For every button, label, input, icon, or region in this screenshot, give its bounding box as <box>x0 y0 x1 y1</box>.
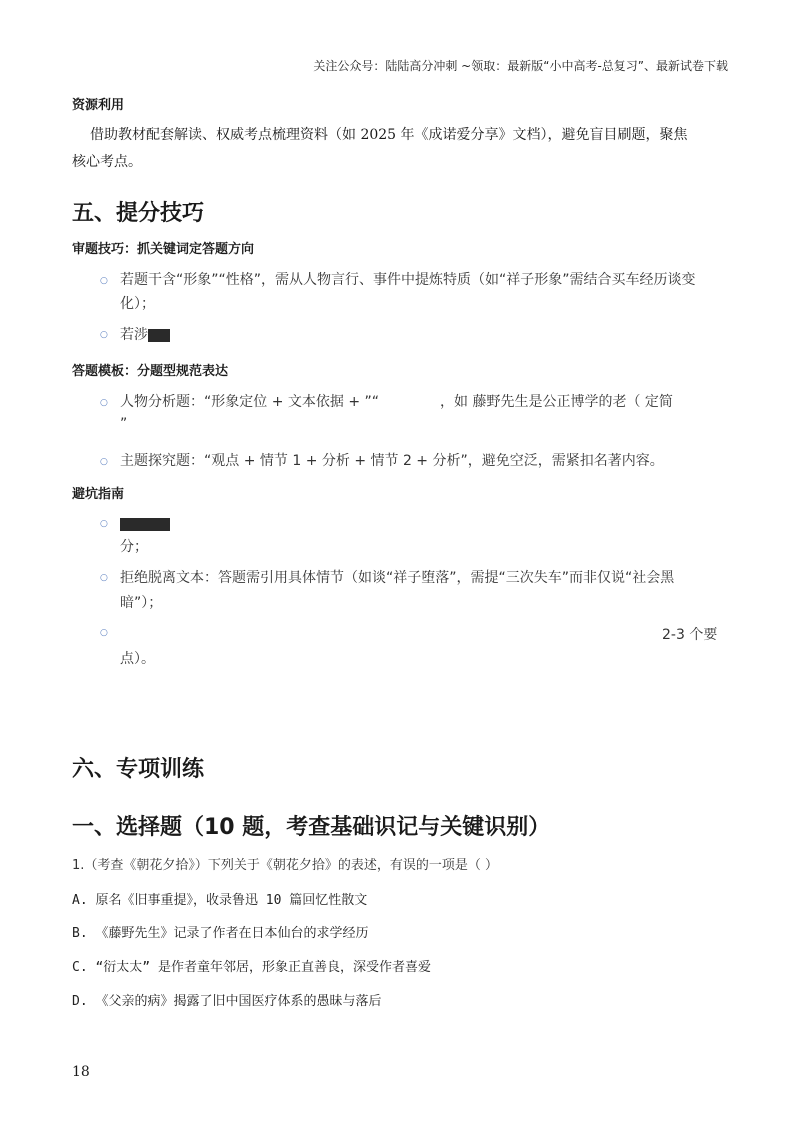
section5-title: 五、提分技巧 <box>72 201 205 226</box>
resource-title: 资源利用 <box>72 98 125 113</box>
sub3-item1-line1 <box>120 512 170 537</box>
sub2-item1-line1a: 人物分析题：“形象定位 + 文本依据 + ”“ <box>120 394 380 410</box>
question-1: 1.（考查《朝花夕拾》）下列关于《朝花夕拾》的表述，有误的一项是（ ） <box>72 858 499 873</box>
resource-line2: 核心考点。 <box>72 154 142 170</box>
section6-title: 六、专项训练 <box>72 757 205 782</box>
sub2-title: 答题模板：分题型规范表达 <box>72 364 229 379</box>
sub3-title: 避坑指南 <box>72 487 125 502</box>
option-c: C. “衍太太” 是作者童年邻居，形象正直善良，深受作者喜爱 <box>72 960 431 975</box>
bullet-icon: ○ <box>100 457 108 467</box>
resource-line1: 借助教材配套解读、权威考点梳理资料（如 2025 年《成诺爱分享》文档），避免盲目刷题，聚焦 <box>90 127 688 143</box>
sub2-item1-line1b: ，如 藤野先生是公正博学的老（ 定简 <box>440 394 673 410</box>
bullet-icon: ○ <box>100 330 108 340</box>
sub3-item2-line2: 暗”）； <box>120 595 163 611</box>
bullet-icon: ○ <box>100 628 108 638</box>
sub3-item3-line2: 点）。 <box>120 651 155 667</box>
sub2-item2: 主题探究题：“观点 + 情节 1 + 分析 + 情节 2 + 分析”，避免空泛，需紧扣名著内容。 <box>120 453 664 469</box>
sub1-title: 审题技巧：抓关键词定答题方向 <box>72 242 255 257</box>
part1-title: 一、选择题（10 题，考查基础识记与关键识别） <box>72 815 551 840</box>
page-header: 关注公众号：陆陆高分冲刺 ~领取：最新版“小中高考-总复习”、最新试卷下载 <box>313 59 728 73</box>
sub2-item1-line2: ” <box>120 416 128 432</box>
option-d: D. 《父亲的病》揭露了旧中国医疗体系的愚昧与落后 <box>72 994 382 1009</box>
bullet-icon: ○ <box>100 519 108 529</box>
redaction-mark <box>148 329 170 342</box>
sub1-item1-line1: 若题干含“形象”“性格”，需从人物言行、事件中提炼特质（如“祥子形象”需结合买车经历谈变 <box>120 272 696 288</box>
bullet-icon: ○ <box>100 398 108 408</box>
sub1-item1-line2: 化）； <box>120 296 155 312</box>
sub3-item2-line1: 拒绝脱离文本：答题需引用具体情节（如谈“祥子堕落”，需提“三次失车”而非仅说“社会黑 <box>120 570 675 586</box>
page-number: 18 <box>72 1064 90 1080</box>
sub1-item2: 若涉 <box>120 323 170 348</box>
option-b: B. 《藤野先生》记录了作者在日本仙台的求学经历 <box>72 926 369 941</box>
sub3-item1-line2: 分； <box>120 539 148 555</box>
bullet-icon: ○ <box>100 276 108 286</box>
sub3-item3-line1: 2-3 个要 <box>662 627 718 643</box>
bullet-icon: ○ <box>100 573 108 583</box>
option-a: A. 原名《旧事重提》，收录鲁迅 10 篇回忆性散文 <box>72 893 368 908</box>
redaction-mark <box>120 518 170 531</box>
